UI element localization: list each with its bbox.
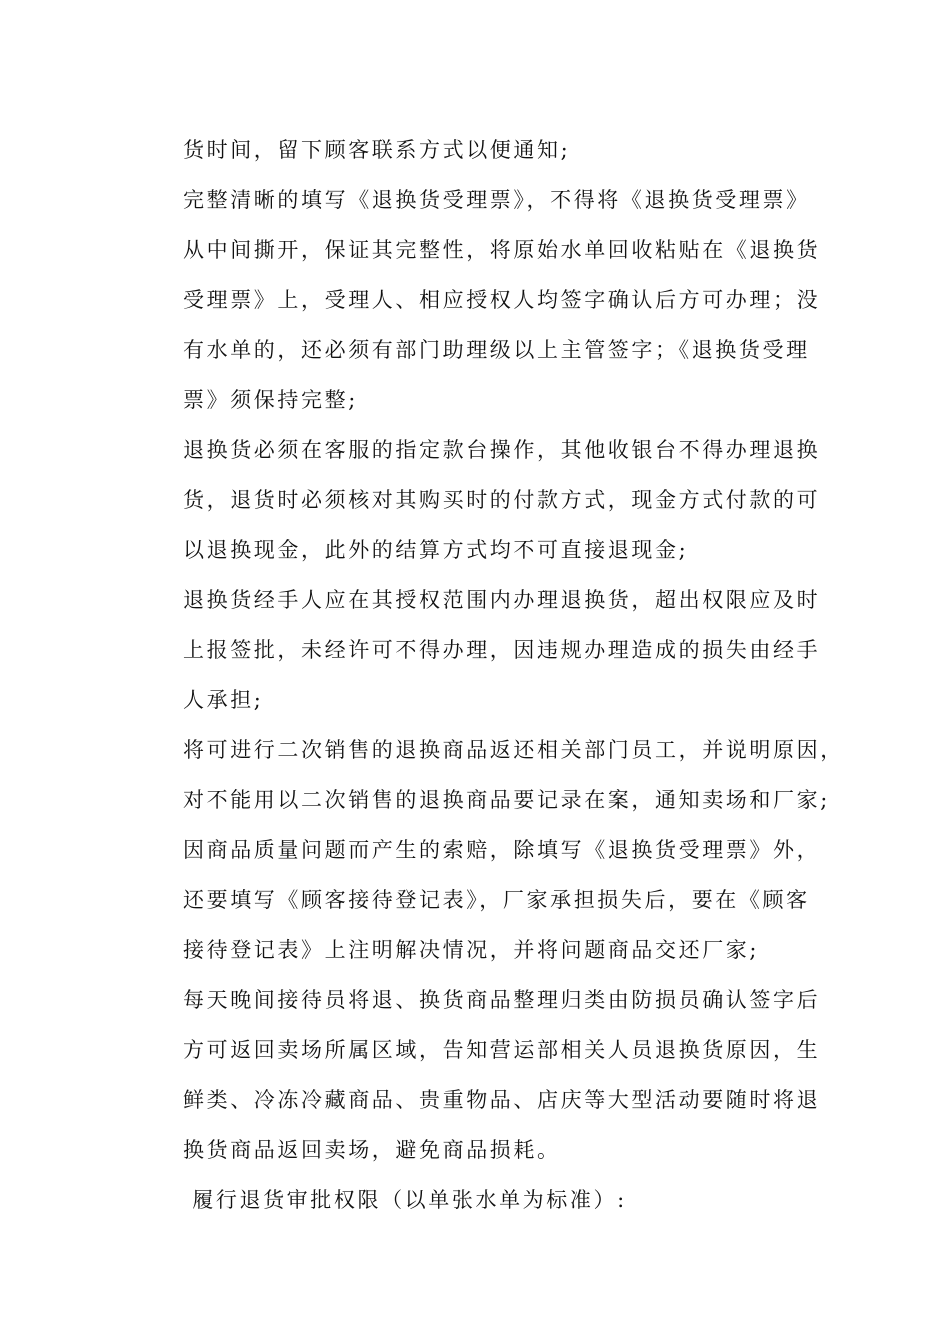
text-line: 完整清晰的填写《退换货受理票》，不得将《退换货受理票》	[183, 188, 810, 212]
text-line: 从中间撕开，保证其完整性，将原始水单回收粘贴在《退换货	[183, 238, 821, 262]
text-line: 有水单的，还必须有部门助理级以上主管签字；《退换货受理	[183, 338, 810, 362]
text-line: 受理票》上，受理人、相应授权人均签字确认后方可办理；没	[183, 288, 821, 312]
text-line: 鲜类、冷冻冷藏商品、贵重物品、店庆等大型活动要随时将退	[183, 1088, 821, 1112]
text-line: 退换货必须在客服的指定款台操作，其他收银台不得办理退换	[183, 438, 821, 462]
text-line: 还要填写《顾客接待登记表》，厂家承担损失后，要在《顾客	[183, 888, 810, 912]
text-line: 对不能用以二次销售的退换商品要记录在案，通知卖场和厂家;	[183, 788, 830, 812]
text-line: 上报签批，未经许可不得办理，因违规办理造成的损失由经手	[183, 638, 821, 662]
text-line: 因商品质量问题而产生的索赔，除填写《退换货受理票》外，	[183, 838, 821, 862]
text-line: 货，退货时必须核对其购买时的付款方式，现金方式付款的可	[183, 488, 821, 512]
text-line: 方可返回卖场所属区域，告知营运部相关人员退换货原因，生	[183, 1038, 821, 1062]
text-line: 票》须保持完整;	[183, 388, 358, 412]
text-line: 以退换现金，此外的结算方式均不可直接退现金;	[183, 538, 689, 562]
text-line: 货时间，留下顾客联系方式以便通知;	[183, 138, 571, 162]
text-line: 换货商品返回卖场，避免商品损耗。	[183, 1138, 561, 1162]
text-line: 人承担;	[183, 688, 264, 712]
text-line: 将可进行二次销售的退换商品返还相关部门员工，并说明原因，	[183, 738, 844, 762]
text-line: 履行退货审批权限（以单张水单为标准）:	[183, 1188, 627, 1212]
text-line: 每天晚间接待员将退、换货商品整理归类由防损员确认签字后	[183, 988, 821, 1012]
text-line: 退换货经手人应在其授权范围内办理退换货，超出权限应及时	[183, 588, 821, 612]
text-line: 接待登记表》上注明解决情况，并将问题商品交还厂家;	[183, 938, 760, 962]
